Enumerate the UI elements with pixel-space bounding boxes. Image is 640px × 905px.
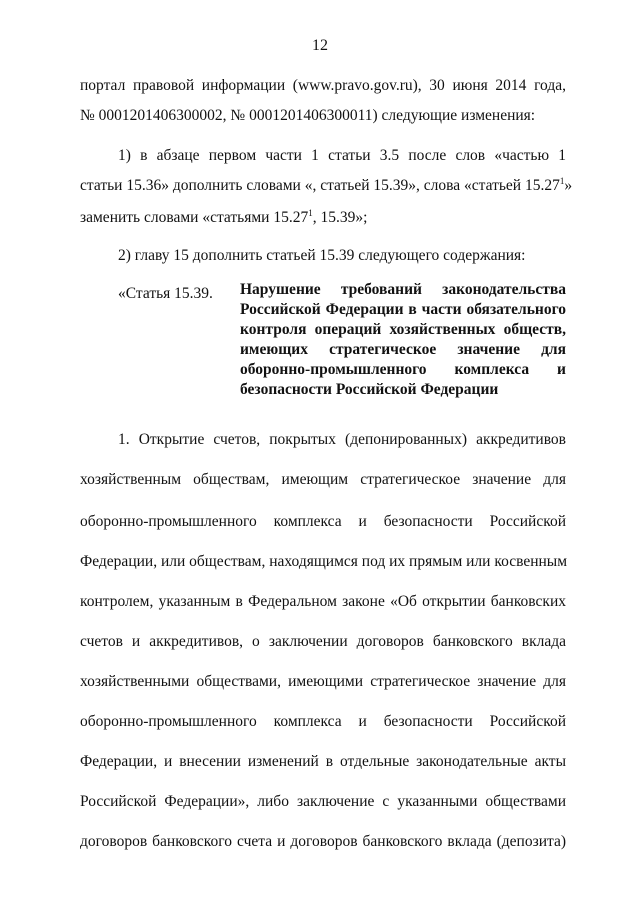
article-title-line: контроля операций хозяйственных обществ, — [240, 321, 566, 338]
item2-line-1: 2) главу 15 дополнить статьей 15.39 следующего содержания: — [118, 247, 526, 264]
page-number: 12 — [312, 37, 328, 54]
item1-line-3-end: , 15.39»; — [312, 209, 368, 226]
paragraph1-line: договоров банковского счета и договоров банковского вклада (депозита) — [80, 833, 566, 850]
intro-line-2: № 0001201406300002, № 0001201406300011) следующие изменения: — [80, 107, 536, 124]
article-title-line: безопасности Российской Федерации — [240, 381, 499, 398]
superscript: 1 — [308, 207, 313, 218]
paragraph1-line: Федерации, или обществам, находящимся под их прямым или косвенным — [80, 553, 568, 570]
article-label: «Статья 15.39. — [118, 285, 213, 302]
paragraph1-line: оборонно-промышленного комплекса и безопасности Российской — [80, 513, 566, 530]
item1-line-2-text: статьи 15.36» дополнить словами «, статьей 15.39», слова «статьей 15.27 — [80, 177, 560, 194]
paragraph1-line: оборонно-промышленного комплекса и безопасности Российской — [80, 713, 566, 730]
article-title-line: оборонно-промышленного комплекса и — [240, 361, 566, 378]
paragraph1-line: хозяйственным обществам, имеющим стратегическое значение для — [80, 471, 566, 488]
article-title-line: Российской Федерации в части обязательного — [240, 301, 566, 318]
article-title — [240, 280, 566, 400]
paragraph1-line: контролем, указанным в Федеральном законе «Об открытии банковских — [80, 593, 566, 610]
article-title-line: имеющих стратегическое значение для — [240, 341, 566, 358]
paragraph1-line: Федерации, и внесении изменений в отдельные законодательные акты — [80, 753, 566, 770]
superscript: 1 — [559, 175, 565, 186]
item1-line-3-text: заменить словами «статьями 15.27 — [80, 209, 309, 226]
paragraph1-line: хозяйственными обществами, имеющими стратегическое значение для — [80, 673, 566, 690]
article-title-line: Нарушение требований законодательства — [240, 281, 566, 298]
paragraph1-line: счетов и аккредитивов, о заключении договоров банковского вклада — [80, 633, 566, 650]
paragraph1-line: 1. Открытие счетов, покрытых (депонированных) аккредитивов — [118, 431, 566, 448]
item1-line-1: 1) в абзаце первом части 1 статьи 3.5 после слов «частью 1 — [118, 147, 566, 164]
paragraph1-line: Российской Федерации», либо заключение с указанными обществами — [80, 793, 566, 810]
intro-line-1: портал правовой информации (www.pravo.gov.ru), 30 июня 2014 года, — [80, 77, 566, 94]
item1-line-3 — [80, 208, 566, 228]
item1-line-2 — [80, 175, 573, 196]
item1-line-2-end: » — [564, 177, 573, 194]
